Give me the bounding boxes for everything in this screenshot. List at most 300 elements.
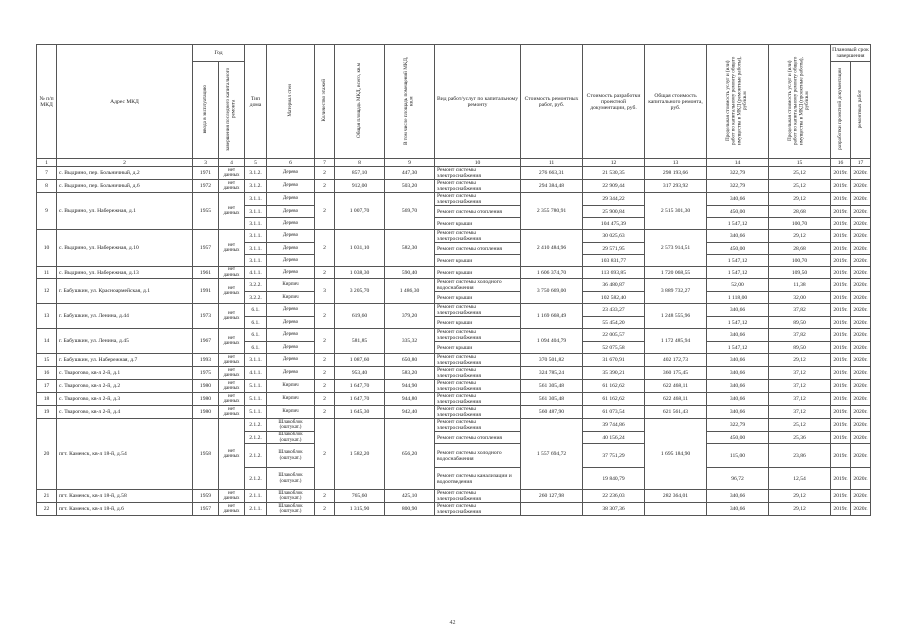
- cell-work-type: Ремонт системы электроснабжения: [435, 380, 521, 393]
- cell-term-design: 2019г.: [831, 468, 851, 490]
- cell-wall-material: Дерево: [267, 230, 315, 243]
- cell-total-area: 581,85: [335, 329, 385, 354]
- table-row: [37, 193, 871, 206]
- cell-limit-repair: 1 547,12: [707, 218, 769, 230]
- cell-limit-repair: 1 118,00: [707, 292, 769, 304]
- cell-num: 13: [37, 304, 57, 329]
- cell-house-type: 5.1.1.: [245, 406, 267, 419]
- cell-wall-material: Шлакоблок (оштукат.): [267, 490, 315, 503]
- cell-house-type: 3.1.2.: [245, 180, 267, 193]
- cell-total-area: 1 645,30: [335, 406, 385, 419]
- cell-total-area: 1 031,10: [335, 230, 385, 267]
- cell-term-repair: 2020г.: [851, 193, 871, 206]
- cell-year-repair: нет данных: [219, 406, 245, 419]
- table-row: [37, 406, 871, 419]
- cell-limit-repair: 322,79: [707, 167, 769, 180]
- cell-year-repair: нет данных: [219, 393, 245, 406]
- cell-cost-design: 25 900,84: [583, 206, 645, 218]
- cell-num: 17: [37, 380, 57, 393]
- cell-year-built: 1980: [193, 393, 219, 406]
- cell-term-repair: 2020г.: [851, 380, 871, 393]
- cell-year-built: 1993: [193, 354, 219, 367]
- cell-cost-work: 3 750 669,00: [521, 279, 583, 304]
- cell-house-type: 4.1.1.: [245, 267, 267, 279]
- cell-work-type: Ремонт системы электроснабжения: [435, 503, 521, 516]
- cell-cost-design: 55 454,20: [583, 317, 645, 329]
- cell-total-area: 3 205,70: [335, 279, 385, 304]
- column-number: 3: [193, 159, 219, 167]
- cell-limit-repair: 1 547,12: [707, 267, 769, 279]
- cell-year-built: 1967: [193, 329, 219, 354]
- cell-total-area: 1 315,90: [335, 503, 385, 516]
- cell-limit-design: 29,12: [769, 230, 831, 243]
- cell-floors: 2: [315, 304, 335, 329]
- cell-limit-design: 25,12: [769, 167, 831, 180]
- cell-address: с. Выдрино, ул. Набережная, д.13: [57, 267, 193, 279]
- cell-living-area: 650,80: [385, 354, 435, 367]
- cell-living-area: 944,90: [385, 380, 435, 393]
- cell-year-repair: нет данных: [219, 490, 245, 503]
- cell-cost-design: 61 073,54: [583, 406, 645, 419]
- cell-floors: 2: [315, 180, 335, 193]
- cell-year-repair: нет данных: [219, 167, 245, 180]
- cell-wall-material: Дерево: [267, 180, 315, 193]
- cell-term-design: 2019г.: [831, 218, 851, 230]
- cell-limit-design: 25,12: [769, 419, 831, 432]
- cell-wall-material: Дерево: [267, 218, 315, 230]
- cell-limit-design: 29,12: [769, 354, 831, 367]
- header-house-type: Тип дома: [245, 45, 267, 159]
- cell-living-area: 503,20: [385, 180, 435, 193]
- cell-living-area: 1 486,30: [385, 279, 435, 304]
- header-total-area: [335, 45, 385, 159]
- header-work-type: Вид работ/услуг по капитальному ремонту: [435, 45, 521, 159]
- cell-cost-total: 3 889 732,27: [645, 279, 707, 304]
- cell-year-repair: нет данных: [219, 304, 245, 329]
- cell-floors: 2: [315, 419, 335, 490]
- cell-house-type: 3.1.1.: [245, 255, 267, 267]
- header-year-repair: [219, 62, 245, 159]
- cell-cost-total: 622 468,11: [645, 393, 707, 406]
- cell-year-repair: нет данных: [219, 267, 245, 279]
- cell-limit-design: 89,50: [769, 342, 831, 354]
- cell-cost-design: 35 390,21: [583, 367, 645, 380]
- cell-floors: 2: [315, 354, 335, 367]
- cell-term-design: 2019г.: [831, 317, 851, 329]
- cell-term-repair: 2020г.: [851, 367, 871, 380]
- cell-term-design: 2019г.: [831, 230, 851, 243]
- cell-house-type: 2.1.1.: [245, 503, 267, 516]
- cell-wall-material: Кирпич: [267, 393, 315, 406]
- cell-work-type: Ремонт системы электроснабжения: [435, 367, 521, 380]
- cell-wall-material: Шлакоблок (оштукат.): [267, 419, 315, 432]
- cell-total-area: 1 582,20: [335, 419, 385, 490]
- cell-floors: 2: [315, 193, 335, 230]
- table-row: [37, 180, 871, 193]
- cell-work-type: Ремонт системы отопления: [435, 206, 521, 218]
- cell-address: пгт. Каменск, кв-л 18-й, д.58: [57, 490, 193, 503]
- header-limit-design-text: Предельная стоимость услуг и (или) работ по капитальному ремонту общего имущества в МКД (проектные работы), руб/кв.м: [787, 56, 811, 145]
- cell-total-area: 765,60: [335, 490, 385, 503]
- cell-address: с. Тварогово, кв-л 2-й, д.2: [57, 380, 193, 393]
- cell-wall-material: Шлакоблок (оштукат.): [267, 468, 315, 490]
- cell-address: с. Выдрино, пер. Больничный, д.2: [57, 167, 193, 180]
- cell-num: 20: [37, 419, 57, 490]
- cell-work-type: Ремонт системы электроснабжения: [435, 406, 521, 419]
- cell-house-type: 5.1.1.: [245, 380, 267, 393]
- cell-cost-design: 61 162,62: [583, 393, 645, 406]
- cell-term-repair: 2020г.: [851, 329, 871, 342]
- cell-wall-material: Дерево: [267, 206, 315, 218]
- cell-limit-repair: 340,66: [707, 354, 769, 367]
- cell-term-repair: 2020г.: [851, 468, 871, 490]
- cell-term-design: 2019г.: [831, 503, 851, 516]
- cell-year-repair: нет данных: [219, 180, 245, 193]
- cell-cost-total: 317 293,92: [645, 180, 707, 193]
- cell-num: 21: [37, 490, 57, 503]
- cell-term-design: 2019г.: [831, 193, 851, 206]
- cell-term-repair: 2020г.: [851, 243, 871, 255]
- cell-cost-design: 113 693,85: [583, 267, 645, 279]
- cell-house-type: 3.1.1.: [245, 354, 267, 367]
- cell-year-repair: нет данных: [219, 380, 245, 393]
- cell-living-area: 425,10: [385, 490, 435, 503]
- header-limit-repair: [707, 45, 769, 159]
- cell-limit-repair: 322,79: [707, 419, 769, 432]
- cell-term-repair: 2020г.: [851, 419, 871, 432]
- cell-limit-design: 100,70: [769, 255, 831, 267]
- cell-work-type: Ремонт крыши: [435, 292, 521, 304]
- cell-floors: 2: [315, 230, 335, 267]
- cell-cost-design: 40 156,24: [583, 432, 645, 444]
- cell-year-built: 1957: [193, 230, 219, 267]
- cell-cost-design: 52 075,58: [583, 342, 645, 354]
- cell-cost-design: 37 751,29: [583, 444, 645, 468]
- table-row: [37, 380, 871, 393]
- cell-year-repair: нет данных: [219, 329, 245, 354]
- cell-limit-design: 25,12: [769, 180, 831, 193]
- cell-year-built: 1991: [193, 279, 219, 304]
- cell-living-area: 590,40: [385, 267, 435, 279]
- cell-cost-work: 260 127,98: [521, 490, 583, 503]
- table-row: [37, 167, 871, 180]
- cell-cost-work: 1 557 694,72: [521, 419, 583, 490]
- cell-term-repair: 2020г.: [851, 317, 871, 329]
- cell-term-repair: 2020г.: [851, 218, 871, 230]
- cell-limit-design: 29,12: [769, 490, 831, 503]
- cell-wall-material: Дерево: [267, 304, 315, 317]
- cell-limit-repair: 340,66: [707, 380, 769, 393]
- cell-house-type: 3.1.1.: [245, 206, 267, 218]
- column-number: 14: [707, 159, 769, 167]
- cell-address: г. Бабушкин, ул. Набережная, д.7: [57, 354, 193, 367]
- cell-term-repair: 2020г.: [851, 304, 871, 317]
- cell-term-repair: 2020г.: [851, 490, 871, 503]
- cell-num: 7: [37, 167, 57, 180]
- table-row: [37, 267, 871, 279]
- header-cost-work: Стоимость ремонтных работ, руб.: [521, 45, 583, 159]
- cell-limit-design: 11,38: [769, 279, 831, 292]
- cell-cost-design: 30 025,63: [583, 230, 645, 243]
- cell-year-built: 1961: [193, 267, 219, 279]
- column-number: 16: [831, 159, 851, 167]
- cell-cost-design: 61 162,62: [583, 380, 645, 393]
- column-number: 7: [315, 159, 335, 167]
- column-number: 1: [37, 159, 57, 167]
- header-year-built: [193, 62, 219, 159]
- cell-term-repair: 2020г.: [851, 503, 871, 516]
- cell-wall-material: Дерево: [267, 193, 315, 206]
- cell-wall-material: Шлакоблок (оштукат.): [267, 503, 315, 516]
- cell-limit-repair: 340,66: [707, 367, 769, 380]
- cell-work-type: Ремонт крыши: [435, 317, 521, 329]
- header-living-area-text: В том числе площадь помещений МКД, кв.м: [402, 56, 415, 145]
- cell-year-built: 1980: [193, 380, 219, 393]
- cell-term-repair: 2020г.: [851, 393, 871, 406]
- cell-term-repair: 2020г.: [851, 342, 871, 354]
- cell-limit-design: 29,12: [769, 193, 831, 206]
- table-row: [37, 419, 871, 432]
- cell-term-repair: 2020г.: [851, 432, 871, 444]
- cell-term-repair: 2020г.: [851, 444, 871, 468]
- cell-address: с. Выдрино, ул. Набережная, д.10: [57, 230, 193, 267]
- cell-limit-repair: 450,00: [707, 206, 769, 218]
- cell-cost-work: 276 663,31: [521, 167, 583, 180]
- cell-cost-design: 19 840,79: [583, 468, 645, 490]
- cell-cost-total: 621 561,43: [645, 406, 707, 419]
- cell-limit-design: 109,50: [769, 267, 831, 279]
- cell-limit-design: 25,36: [769, 432, 831, 444]
- cell-term-repair: 2020г.: [851, 267, 871, 279]
- cell-limit-repair: 96,72: [707, 468, 769, 490]
- cell-limit-design: 37,82: [769, 329, 831, 342]
- cell-cost-total: 360 175,45: [645, 367, 707, 380]
- header-term-group: Плановый срок завершения: [831, 45, 871, 62]
- cell-cost-total: 402 172,73: [645, 354, 707, 367]
- cell-total-area: 1 647,70: [335, 393, 385, 406]
- cell-cost-work: 370 501,82: [521, 354, 583, 367]
- cell-floors: 2: [315, 267, 335, 279]
- table-row: [37, 304, 871, 317]
- column-number: 15: [769, 159, 831, 167]
- cell-cost-total: 1 172 485,94: [645, 329, 707, 354]
- cell-term-repair: 2020г.: [851, 354, 871, 367]
- cell-address: с. Выдрино, пер. Больничный, д.6: [57, 180, 193, 193]
- cell-work-type: Ремонт системы электроснабжения: [435, 230, 521, 243]
- cell-term-repair: 2020г.: [851, 292, 871, 304]
- table-row: [37, 329, 871, 342]
- header-row: [37, 45, 871, 62]
- cell-work-type: Ремонт крыши: [435, 218, 521, 230]
- cell-limit-repair: 340,66: [707, 304, 769, 317]
- cell-living-area: 944,80: [385, 393, 435, 406]
- cell-year-built: 1955: [193, 193, 219, 230]
- cell-cost-design: 22 005,57: [583, 329, 645, 342]
- cell-term-design: 2019г.: [831, 180, 851, 193]
- header-living-area: [385, 45, 435, 159]
- cell-term-design: 2019г.: [831, 243, 851, 255]
- cell-year-built: 1973: [193, 304, 219, 329]
- cell-living-area: 656,20: [385, 419, 435, 490]
- cell-address: г. Бабушкин, ул. Ленина, д.45: [57, 329, 193, 354]
- cell-cost-total: 1 695 184,90: [645, 419, 707, 490]
- cell-cost-total: 298 193,66: [645, 167, 707, 180]
- cell-living-area: 800,90: [385, 503, 435, 516]
- cell-total-area: 619,60: [335, 304, 385, 329]
- cell-num: 9: [37, 193, 57, 230]
- cell-limit-design: 100,70: [769, 218, 831, 230]
- cell-work-type: Ремонт системы холодного водоснабжения: [435, 279, 521, 292]
- cell-limit-design: 89,50: [769, 317, 831, 329]
- cell-term-repair: 2020г.: [851, 180, 871, 193]
- cell-cost-total: 1 720 068,55: [645, 267, 707, 279]
- page-number: 42: [449, 620, 456, 626]
- cell-work-type: Ремонт системы электроснабжения: [435, 167, 521, 180]
- header-wall-material-text: Материал стен: [286, 84, 293, 117]
- cell-work-type: Ремонт системы электроснабжения: [435, 393, 521, 406]
- cell-work-type: Ремонт крыши: [435, 267, 521, 279]
- cell-wall-material: Кирпич: [267, 406, 315, 419]
- cell-wall-material: Дерево: [267, 167, 315, 180]
- table-row: [37, 490, 871, 503]
- cell-total-area: 1 647,70: [335, 380, 385, 393]
- column-number: 10: [435, 159, 521, 167]
- cell-floors: 2: [315, 329, 335, 354]
- column-number-row: [37, 159, 871, 167]
- cell-cost-design: 31 670,91: [583, 354, 645, 367]
- cell-wall-material: Дерево: [267, 255, 315, 267]
- cell-cost-design: 22 236,03: [583, 490, 645, 503]
- cell-year-repair: нет данных: [219, 503, 245, 516]
- cell-address: пгт. Каменск, кв-л 18-й, д.54: [57, 419, 193, 490]
- cell-house-type: 3.2.2.: [245, 292, 267, 304]
- cell-work-type: Ремонт системы отопления: [435, 243, 521, 255]
- cell-cost-design: 104 475,39: [583, 218, 645, 230]
- column-number: 12: [583, 159, 645, 167]
- cell-year-repair: нет данных: [219, 230, 245, 267]
- cell-limit-repair: 450,00: [707, 243, 769, 255]
- cell-house-type: 4.1.1.: [245, 367, 267, 380]
- table-row: [37, 367, 871, 380]
- cell-work-type: Ремонт системы электроснабжения: [435, 419, 521, 432]
- cell-work-type: Ремонт системы электроснабжения: [435, 490, 521, 503]
- cell-work-type: Ремонт системы электроснабжения: [435, 354, 521, 367]
- cell-floors: 2: [315, 406, 335, 419]
- header-year-group: Год: [193, 45, 245, 62]
- cell-total-area: 857,10: [335, 167, 385, 180]
- cell-wall-material: Шлакоблок (оштукат.): [267, 444, 315, 468]
- header-total-area-text: Общая площадь МКД, всего, кв.м: [355, 63, 362, 138]
- cell-term-design: 2019г.: [831, 406, 851, 419]
- cell-limit-repair: 450,00: [707, 432, 769, 444]
- cell-floors: 2: [315, 490, 335, 503]
- cell-house-type: 6.1.: [245, 304, 267, 317]
- cell-cost-total: 622 468,11: [645, 380, 707, 393]
- cell-house-type: 3.2.2.: [245, 279, 267, 292]
- cell-num: 15: [37, 354, 57, 367]
- cell-work-type: Ремонт крыши: [435, 342, 521, 354]
- cell-year-repair: нет данных: [219, 367, 245, 380]
- cell-cost-design: 102 582,40: [583, 292, 645, 304]
- cell-floors: 2: [315, 167, 335, 180]
- cell-address: г. Бабушкин, ул. Красноармейская, д.1: [57, 279, 193, 304]
- cell-wall-material: Кирпич: [267, 279, 315, 292]
- cell-address: с. Тварогово, кв-л 2-й, д.4: [57, 406, 193, 419]
- cell-cost-total: 2 573 914,51: [645, 230, 707, 267]
- cell-term-design: 2019г.: [831, 267, 851, 279]
- cell-year-built: 1980: [193, 406, 219, 419]
- cell-living-area: 582,30: [385, 230, 435, 267]
- cell-limit-design: 28,68: [769, 243, 831, 255]
- cell-wall-material: Дерево: [267, 342, 315, 354]
- cell-wall-material: Дерево: [267, 267, 315, 279]
- header-wall-material: [267, 45, 315, 159]
- cell-year-built: 1957: [193, 503, 219, 516]
- cell-floors: 3: [315, 279, 335, 304]
- cell-total-area: 1 038,30: [335, 267, 385, 279]
- cell-term-design: 2019г.: [831, 206, 851, 218]
- cell-floors: 2: [315, 393, 335, 406]
- cell-term-design: 2019г.: [831, 419, 851, 432]
- cell-living-area: 335,32: [385, 329, 435, 354]
- table-row: [37, 230, 871, 243]
- header-limit-repair-text: Предельная стоимость услуг и (или) работ по капитальному ремонту общего имущества в МКД (ремонтные работы), руб/кв.м: [725, 56, 749, 145]
- cell-cost-design: 103 831,77: [583, 255, 645, 267]
- cell-house-type: 2.1.2.: [245, 468, 267, 490]
- cell-term-design: 2019г.: [831, 354, 851, 367]
- cell-work-type: Ремонт системы электроснабжения: [435, 180, 521, 193]
- cell-living-area: 942,40: [385, 406, 435, 419]
- column-number: 5: [245, 159, 267, 167]
- cell-limit-repair: 1 547,12: [707, 342, 769, 354]
- cell-cost-work: 324 785,24: [521, 367, 583, 380]
- cell-total-area: 953,40: [335, 367, 385, 380]
- cell-cost-design: 23 433,27: [583, 304, 645, 317]
- cell-limit-repair: 115,00: [707, 444, 769, 468]
- header-limit-design: [769, 45, 831, 159]
- cell-limit-design: 28,68: [769, 206, 831, 218]
- cell-living-area: 583,20: [385, 367, 435, 380]
- cell-cost-design: 38 307,36: [583, 503, 645, 516]
- cell-cost-total: [645, 503, 707, 516]
- cell-num: 11: [37, 267, 57, 279]
- cell-cost-work: 1 094 404,79: [521, 329, 583, 354]
- column-number: 2: [57, 159, 193, 167]
- cell-term-repair: 2020г.: [851, 255, 871, 267]
- header-num: № п/п МКД: [37, 45, 57, 159]
- cell-work-type: Ремонт системы электроснабжения: [435, 329, 521, 342]
- cell-limit-design: 37,12: [769, 393, 831, 406]
- cell-cost-design: 39 744,86: [583, 419, 645, 432]
- cell-limit-repair: 1 547,12: [707, 255, 769, 267]
- column-number: 11: [521, 159, 583, 167]
- cell-wall-material: Кирпич: [267, 380, 315, 393]
- cell-year-built: 1958: [193, 419, 219, 490]
- cell-limit-design: 37,12: [769, 367, 831, 380]
- cell-wall-material: Дерево: [267, 354, 315, 367]
- cell-limit-repair: 340,66: [707, 230, 769, 243]
- cell-work-type: Ремонт системы электроснабжения: [435, 304, 521, 317]
- cell-num: 8: [37, 180, 57, 193]
- cell-term-design: 2019г.: [831, 367, 851, 380]
- cell-term-repair: 2020г.: [851, 230, 871, 243]
- cell-wall-material: Кирпич: [267, 292, 315, 304]
- cell-work-type: Ремонт системы холодного водоснабжения: [435, 444, 521, 468]
- cell-limit-repair: 340,66: [707, 503, 769, 516]
- cell-house-type: 3.1.1.: [245, 243, 267, 255]
- header-address: Адрес МКД: [57, 45, 193, 159]
- cell-work-type: Ремонт системы канализации и водоотведения: [435, 468, 521, 490]
